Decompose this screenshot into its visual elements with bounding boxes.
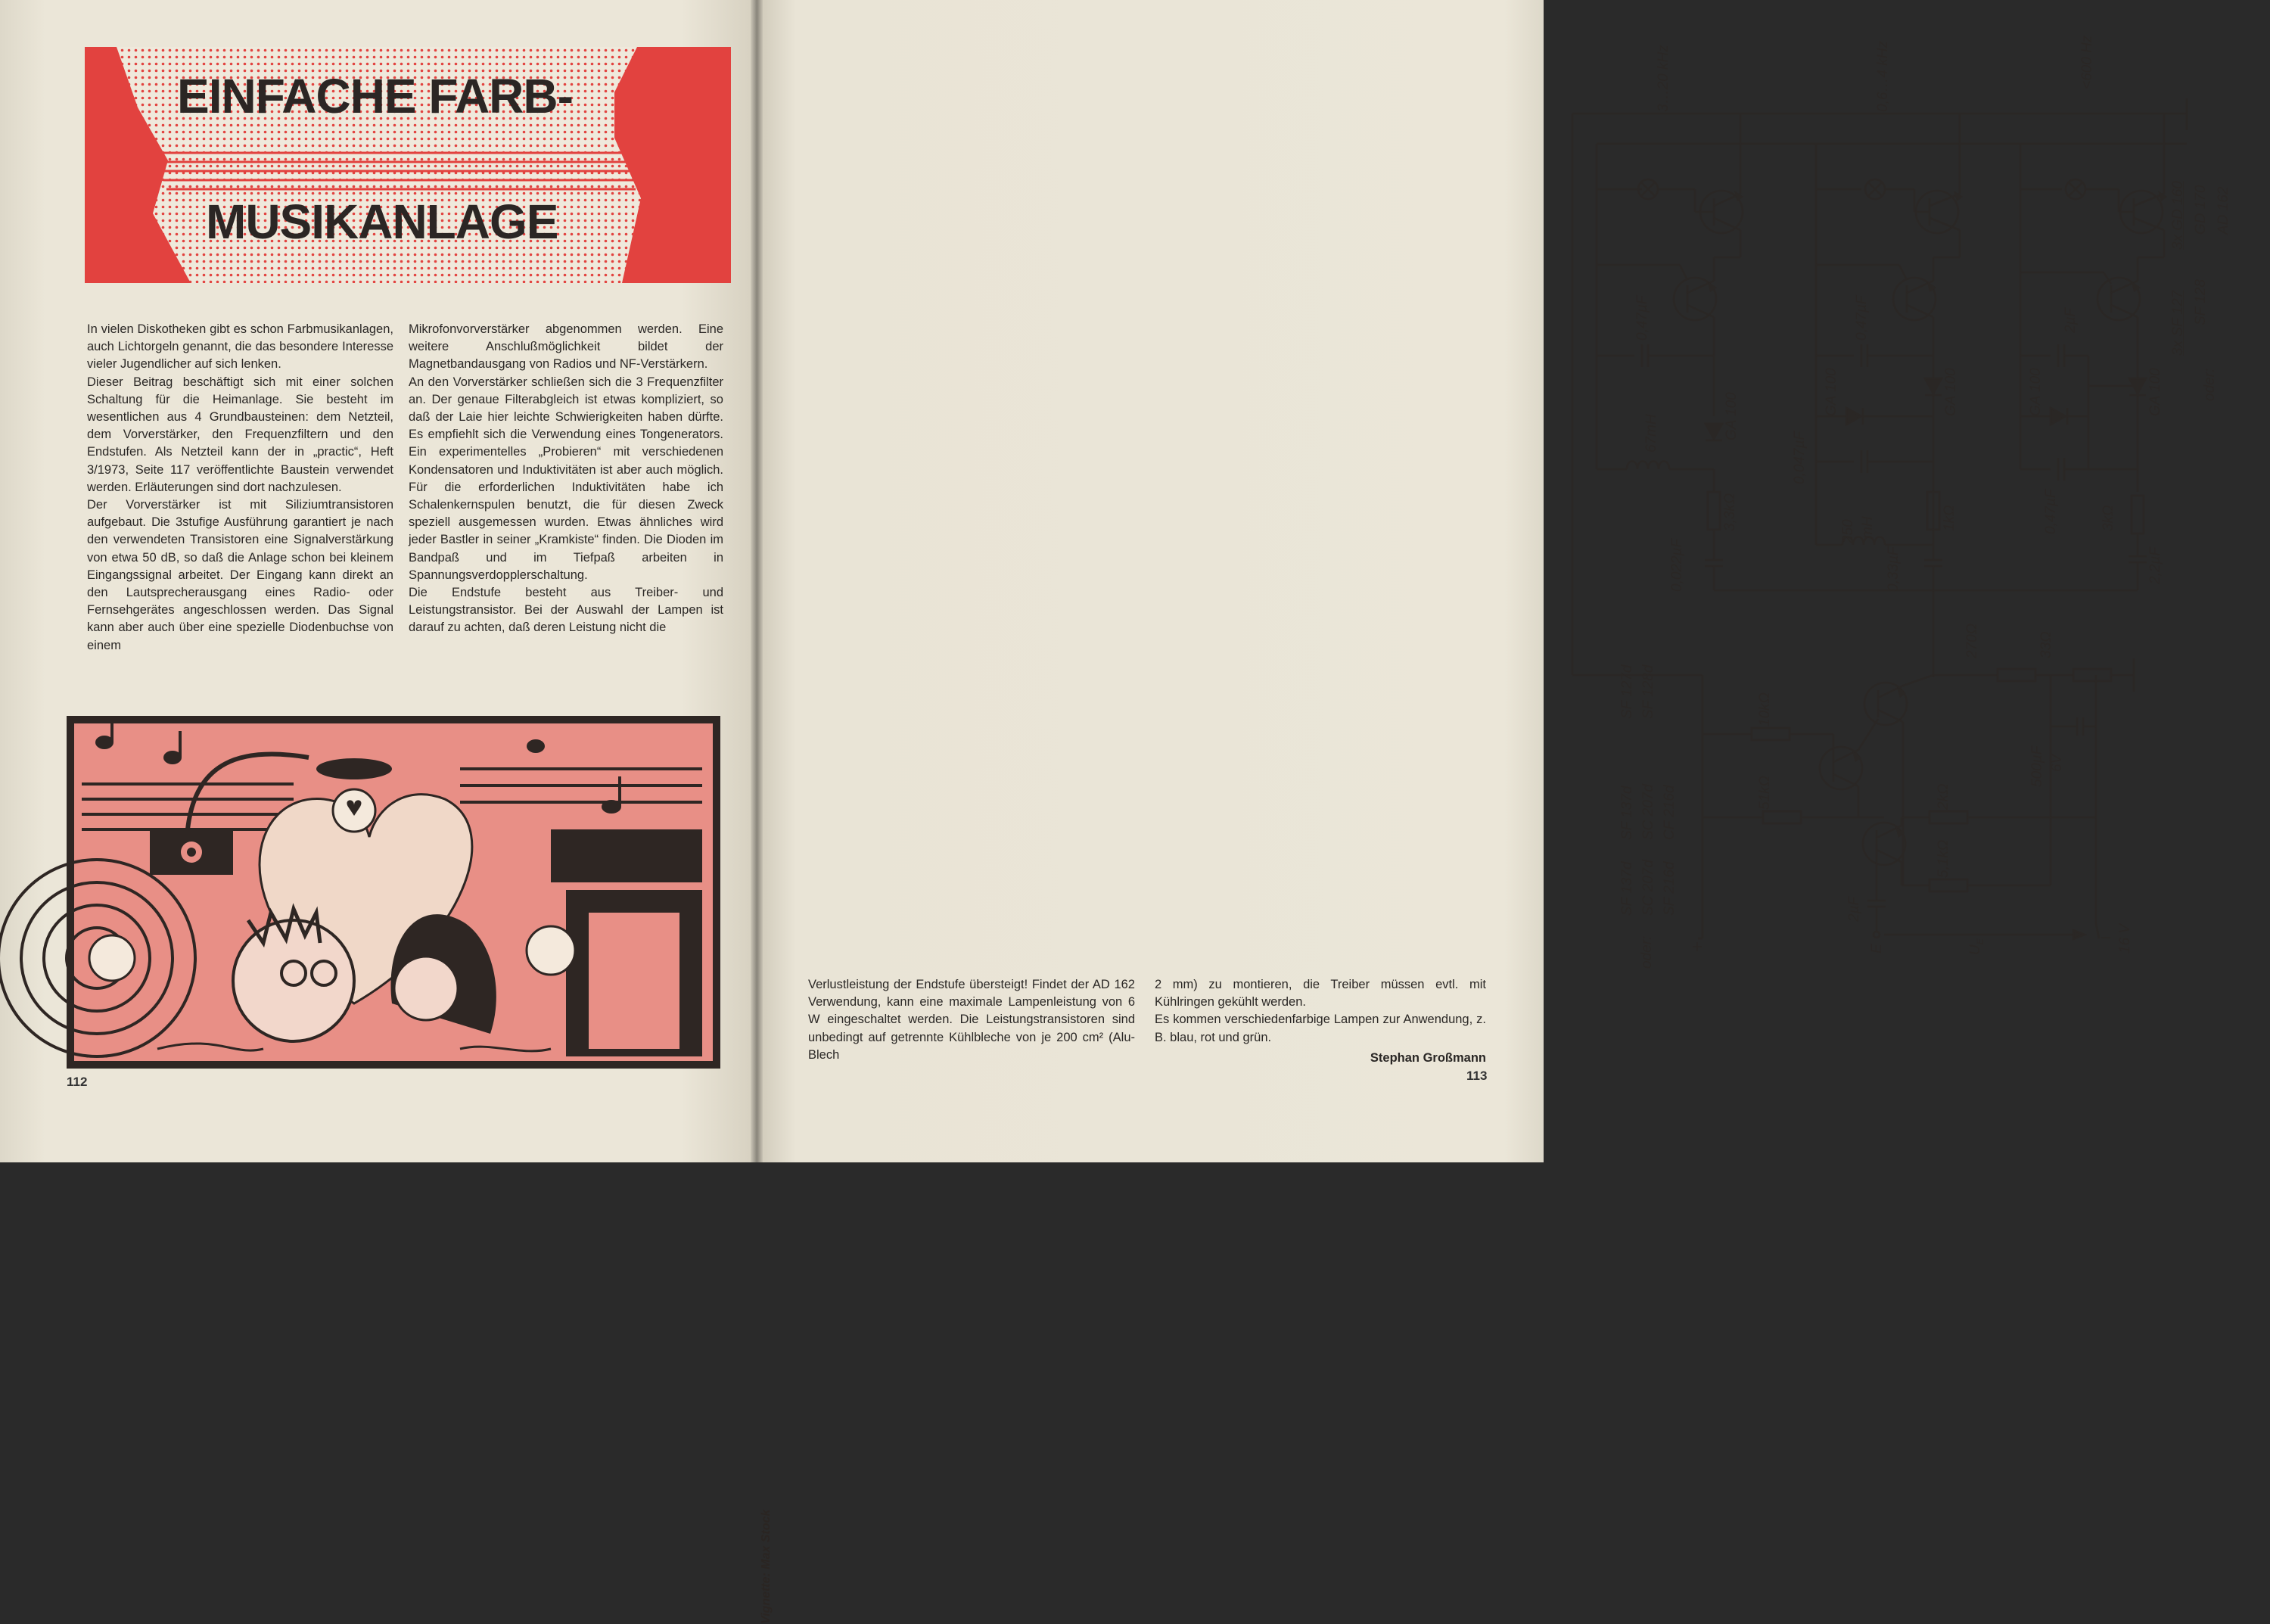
label-preamp-t3-a: SF 137d xyxy=(1619,861,1635,916)
label-c2: 0,47µF xyxy=(1854,295,1870,341)
book-gutter xyxy=(751,0,763,1162)
freq-label-low: <600 Hz xyxy=(2079,35,2095,89)
label-r5: 33Ω xyxy=(2038,631,2054,658)
label-l1: 67mH xyxy=(1643,414,1659,453)
label-c9-value: 500µF xyxy=(2029,745,2045,787)
label-l2-unit: mH xyxy=(1860,516,1876,539)
ue-label xyxy=(1967,938,1985,955)
text-column-1 xyxy=(87,321,393,655)
title-line-1: EINFACHE FARB- xyxy=(177,69,573,123)
paragraph: Verlustleistung der Endstufe übersteigt! Findet der AD 162 Verwendung, kann eine maximale Lampenleistung von 6 W eingeschaltet werden. Die Leistungstransistoren sind unbedingt auf getrennte Kühlbleche von je 200 cm² (Alu-Blech xyxy=(808,978,1135,1062)
freq-label-high: 3…20 kHz xyxy=(1656,45,1671,112)
label-c6: 0,022µF xyxy=(1669,538,1685,592)
label-preamp-t1-a: SF 127d xyxy=(1619,664,1635,719)
label-output-alt-2: AD 162 xyxy=(2216,186,2231,235)
text-column-4 xyxy=(1155,976,1486,1067)
right-page xyxy=(757,0,2231,1162)
label-c10: 2µF xyxy=(1846,896,1862,922)
label-r6: 10kΩ xyxy=(1757,692,1773,726)
label-preamp-t3-c: SF 216d xyxy=(1662,861,1678,916)
label-driver-alt: SF 128 xyxy=(2193,279,2209,325)
label-r3: 3kΩ xyxy=(2101,505,2116,531)
paragraph: Dieser Beitrag beschäftigt sich mit einer solchen Schaltung für die Heimanlage. Sie besteht im wesentlichen aus 4 Grundbausteinen: dem Netzteil, dem Vorverstärker, den Frequenzfiltern und den Endstufen. Als Netzteil kann der in „practic“, Heft 3/1973, Seite 117 veröffentlichte Baustein verwendet werden. Erläuterungen sind dort nachzulesen. xyxy=(87,375,393,494)
paragraph: Mikrofonvorverstärker abgenommen werden. Eine weitere Anschlußmöglichkeit bildet der Magnetbandausgang von Radios und NF-Verstärkern. xyxy=(409,322,723,372)
supply-voltage-label: 16 V xyxy=(2117,923,2133,954)
label-r9: 5,1kΩ xyxy=(1936,839,1951,878)
label-oder: oder: xyxy=(2202,368,2218,401)
label-d5: GA 100 xyxy=(2147,368,2163,416)
minus-terminal: − xyxy=(2101,928,2112,948)
label-d4: GA 100 xyxy=(2028,368,2044,416)
ue-letter: U xyxy=(1967,944,1983,955)
label-r4: 270Ω xyxy=(1964,623,1980,658)
label-r1: 3,3kΩ xyxy=(1722,493,1738,531)
label-c1: 0,47µF xyxy=(1634,295,1650,341)
label-oder-preamp: oder: xyxy=(1639,935,1655,969)
paragraph: An den Vorverstärker schließen sich die 3 Frequenzfilter an. Der genaue Filterabgleich ist etwas kompliziert, so daß der Laie hier leichte Schwierigkeiten haben dürfte. Es empfiehlt sich die Verwendung eines Tongenerators. Ein experimentelles „Probieren“ mit verschiedenen Kondensatoren und Induktivitäten ist aber auch möglich. Für die erforderlichen Induktivitäten habe ich Schalenkernspulen benutzt, die für diesen Zweck speziell ausgemessen wurden. Etwas ähnliches wird jeder Bastler in seiner „Kramkiste“ finden. Die Dioden im Bandpaß und im Tiefpaß arbeiten in Spannungsverdopplerschaltung. xyxy=(409,375,723,582)
label-preamp-t2-c: CF 216d xyxy=(1662,785,1678,840)
paragraph: Es kommen verschiedenfarbige Lampen zur Anwendung, z. B. blau, rot und grün. xyxy=(1155,1013,1486,1044)
left-page xyxy=(0,0,773,1624)
freq-label-mid: 0,6…4 kHz xyxy=(1875,41,1891,112)
label-d3: GA 100 xyxy=(1943,368,1959,416)
label-output-transistor: 3x GD 160 xyxy=(2170,181,2186,250)
text-column-2 xyxy=(409,321,723,637)
input-label: E xyxy=(1869,944,1885,954)
label-r2: 1kΩ xyxy=(1942,505,1957,531)
label-c4: 0,047µF xyxy=(1792,431,1808,484)
page-number-left: 112 xyxy=(67,1075,88,1089)
label-r7: 51kΩ xyxy=(1757,775,1773,810)
label-c3: 2µF xyxy=(2063,307,2079,333)
label-c7: 0,33µF xyxy=(1886,546,1902,592)
text-column-3 xyxy=(808,976,1135,1064)
title-banner xyxy=(85,47,731,283)
label-preamp-t2-a: SF 137d xyxy=(1619,786,1635,840)
illustration-credit: Vignette: Max Stock xyxy=(760,1509,773,1624)
label-c9-voltage: 6V xyxy=(2049,754,2065,772)
label-r8: 2kΩ xyxy=(1936,783,1951,810)
label-driver-transistor: 3x SF 127 xyxy=(2170,290,2186,356)
label-d1: GA 100 xyxy=(1724,392,1740,440)
label-d2: GA 100 xyxy=(1824,368,1839,416)
circuit-schematic xyxy=(1559,23,2270,969)
label-preamp-t2-b: SC 207d xyxy=(1640,784,1656,840)
paragraph: Die Endstufe besteht aus Treiber- und Leistungstransistor. Bei der Auswahl der Lampen ist darauf zu achten, daß deren Leistung nicht die xyxy=(409,586,723,635)
label-output-alt-1: GD 170 xyxy=(2193,185,2209,235)
paragraph: Der Vorverstärker ist mit Siliziumtransistoren aufgebaut. Die 3stufige Ausführung garantiert je nach den verwendeten Transistoren eine Signalverstärkung von etwa 50 dB, so daß die Anlage schon bei kleinem Eingangssignal arbeitet. Der Eingang kann direkt an den Lautsprecherausgang eines Radio- oder Fernsehgerätes angeschlossen werden. Das Signal kann aber auch über eine spezielle Diodenbuchse von einem xyxy=(87,498,393,652)
label-c5: 0,47µF xyxy=(2043,489,2059,534)
author-name: Stephan Großmann xyxy=(1370,1050,1486,1065)
plus-terminal: + xyxy=(1692,937,1703,957)
label-preamp-t1-b: SF 128d xyxy=(1640,664,1656,719)
paragraph: In vielen Diskotheken gibt es schon Farbmusikanlagen, auch Lichtorgeln genannt, die das besondere Interesse vieler Jugendlicher auf sich lenken. xyxy=(87,322,393,372)
label-l2-value: 250 xyxy=(1840,519,1856,543)
label-c8: 2,2µF xyxy=(2147,547,2163,584)
ue-subscript: E xyxy=(1974,938,1985,945)
title-line-2: MUSIKANLAGE xyxy=(206,194,558,249)
paragraph: 2 mm) zu montieren, die Treiber müssen evtl. mit Kühlringen gekühlt werden. xyxy=(1155,978,1486,1010)
page-number-right: 113 xyxy=(1466,1069,1488,1083)
label-preamp-t3-b: SC 207d xyxy=(1640,860,1656,916)
illustration-graphic xyxy=(67,716,720,1069)
